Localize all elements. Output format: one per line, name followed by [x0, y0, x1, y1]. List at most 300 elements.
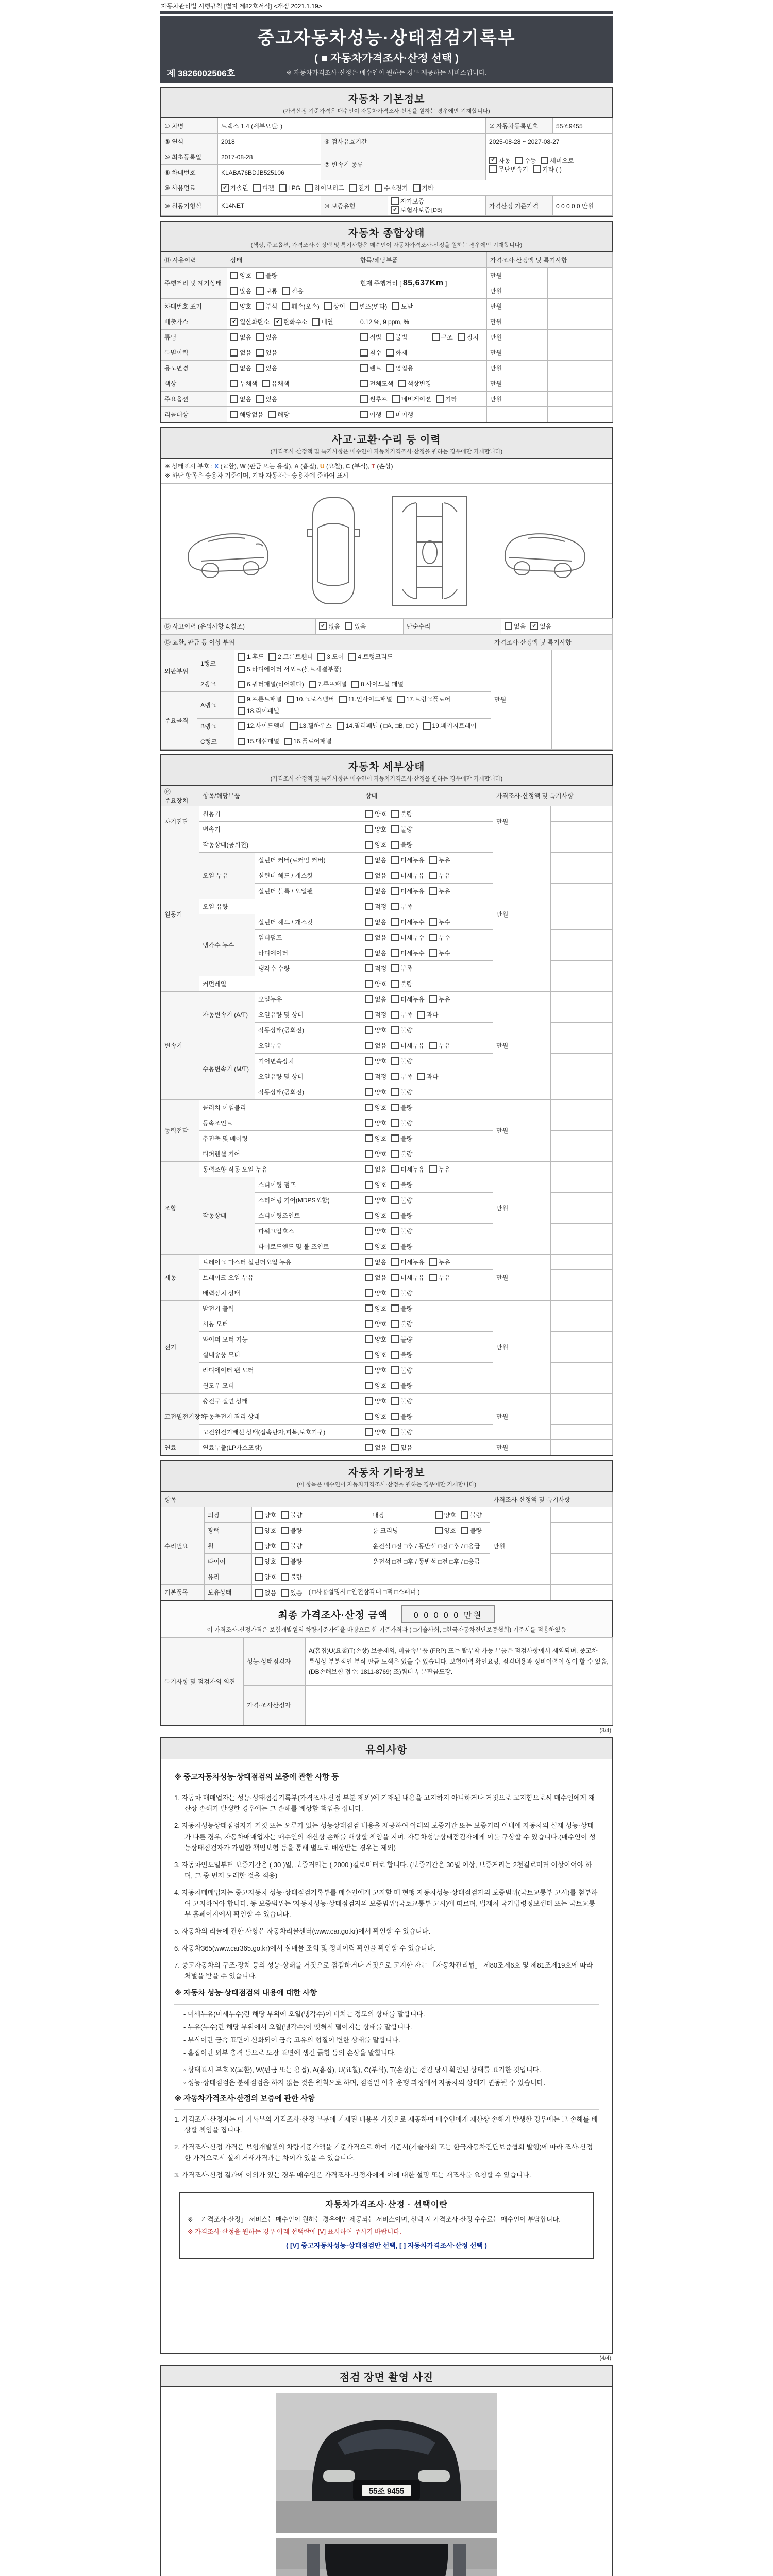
checkbox-전기[interactable] — [349, 183, 370, 192]
checkbox-box[interactable] — [391, 1026, 399, 1034]
checkbox-box[interactable] — [417, 1011, 425, 1019]
checkbox-불량[interactable] — [391, 1397, 412, 1405]
checkbox-box[interactable] — [391, 980, 399, 988]
checkbox-box[interactable] — [230, 395, 238, 403]
checkbox-없음[interactable] — [230, 348, 251, 357]
checkbox-10.크로스멤버[interactable] — [287, 693, 334, 705]
checkbox-없음[interactable] — [505, 622, 526, 631]
checkbox-불량[interactable] — [391, 1180, 412, 1189]
checkbox-누유[interactable] — [429, 995, 450, 1004]
checkbox-box[interactable] — [365, 1335, 373, 1343]
checkbox-box[interactable] — [238, 696, 245, 703]
checkbox-미세누유[interactable] — [391, 1273, 424, 1282]
checkbox-미세누수[interactable] — [391, 933, 424, 942]
checkbox-box[interactable]: ✔ — [391, 206, 399, 214]
checkbox-양호[interactable] — [255, 1526, 276, 1535]
checkbox-양호[interactable] — [365, 1180, 386, 1189]
checkbox-box[interactable] — [417, 1073, 425, 1080]
checkbox-불량[interactable] — [391, 1196, 412, 1205]
checkbox-box[interactable] — [365, 825, 373, 833]
checkbox-box[interactable] — [268, 653, 276, 661]
checkbox-무채색[interactable] — [230, 379, 258, 388]
checkbox-box[interactable] — [279, 184, 287, 192]
checkbox-양호[interactable] — [365, 1057, 386, 1065]
checkbox-있음[interactable] — [391, 1443, 412, 1452]
checkbox-box[interactable] — [365, 1428, 373, 1436]
checkbox-box[interactable] — [391, 1243, 399, 1250]
checkbox-불량[interactable] — [281, 1557, 302, 1566]
checkbox-9.프론트패널[interactable] — [238, 693, 282, 705]
checkbox-미세누유[interactable] — [391, 887, 424, 895]
checkbox-box[interactable] — [391, 1181, 399, 1189]
checkbox-box[interactable] — [391, 887, 399, 895]
checkbox-box[interactable] — [230, 302, 238, 310]
checkbox-없음[interactable] — [230, 395, 251, 403]
checkbox-box[interactable] — [432, 333, 440, 341]
checkbox-box[interactable] — [365, 934, 373, 941]
checkbox-box[interactable] — [429, 1258, 437, 1266]
checkbox-양호[interactable] — [255, 1541, 276, 1550]
checkbox-양호[interactable] — [365, 979, 386, 988]
checkbox-box[interactable] — [238, 653, 245, 661]
checkbox-box[interactable] — [365, 1119, 373, 1127]
checkbox-5.라디에이터 서포트(볼트체결부품)[interactable] — [238, 664, 342, 675]
checkbox-box[interactable] — [391, 1320, 399, 1328]
checkbox-있음[interactable] — [256, 364, 277, 372]
checkbox-box[interactable] — [391, 1335, 399, 1343]
checkbox-box[interactable] — [391, 934, 399, 941]
checkbox-box[interactable] — [365, 1134, 373, 1142]
checkbox-없음[interactable] — [365, 887, 386, 895]
checkbox-box[interactable] — [365, 1397, 373, 1405]
checkbox-box[interactable] — [391, 1304, 399, 1312]
checkbox-box[interactable] — [423, 722, 431, 730]
checkbox-box[interactable] — [238, 666, 245, 673]
checkbox-box[interactable] — [435, 1527, 443, 1534]
checkbox-과다[interactable] — [417, 1010, 438, 1019]
checkbox-box[interactable] — [391, 918, 399, 926]
checkbox-box[interactable] — [360, 395, 368, 403]
checkbox-변조(변타)[interactable] — [350, 302, 387, 311]
checkbox-양호[interactable] — [435, 1526, 456, 1535]
checkbox-적정[interactable] — [365, 964, 386, 973]
checkbox-양호[interactable] — [365, 1227, 386, 1235]
checkbox-box[interactable] — [360, 333, 368, 341]
checkbox-box[interactable] — [461, 1511, 468, 1519]
checkbox-box[interactable] — [230, 411, 238, 418]
checkbox-없음[interactable] — [365, 856, 386, 865]
checkbox-양호[interactable] — [365, 1088, 386, 1096]
checkbox-box[interactable] — [391, 1011, 399, 1019]
checkbox-box[interactable] — [349, 184, 357, 192]
checkbox-box[interactable] — [365, 1057, 373, 1065]
checkbox-훼손(오손)[interactable] — [282, 302, 319, 311]
checkbox-box[interactable] — [541, 157, 548, 164]
checkbox-box[interactable] — [365, 1150, 373, 1158]
checkbox-색상변경[interactable] — [398, 379, 431, 388]
checkbox-없음[interactable] — [365, 1258, 386, 1266]
checkbox-box[interactable] — [360, 364, 368, 372]
select-box-choice[interactable]: ( [V] 중고자동차성능·상태점검만 선택, [ ] 자동차가격조사·산정 선택 ) — [286, 2241, 487, 2249]
checkbox-11.인사이드패널[interactable] — [339, 693, 392, 705]
checkbox-17.트렁크플로어[interactable] — [397, 693, 450, 705]
checkbox-box[interactable] — [238, 738, 245, 745]
checkbox-불량[interactable] — [391, 1227, 412, 1235]
checkbox-15.대쉬패널[interactable] — [238, 736, 279, 748]
checkbox-box[interactable] — [256, 364, 264, 372]
checkbox-box[interactable] — [375, 184, 382, 192]
checkbox-7.루프패널[interactable] — [309, 679, 347, 690]
checkbox-box[interactable] — [365, 1088, 373, 1096]
checkbox-box[interactable] — [515, 157, 523, 164]
checkbox-box[interactable] — [391, 964, 399, 972]
checkbox-box[interactable] — [365, 918, 373, 926]
checkbox-썬루프[interactable] — [360, 395, 388, 403]
checkbox-없음[interactable] — [365, 948, 386, 957]
checkbox-탄화수소[interactable] — [274, 317, 307, 326]
checkbox-box[interactable] — [391, 1150, 399, 1158]
checkbox-box[interactable] — [386, 364, 394, 372]
checkbox-box[interactable] — [337, 722, 344, 730]
checkbox-box[interactable] — [365, 1289, 373, 1297]
checkbox-box[interactable] — [281, 1527, 289, 1534]
checkbox-box[interactable] — [391, 1073, 399, 1080]
checkbox-box[interactable] — [305, 184, 313, 192]
checkbox-없음[interactable] — [365, 995, 386, 1004]
checkbox-양호[interactable] — [365, 1350, 386, 1359]
checkbox-불량[interactable] — [391, 1134, 412, 1143]
checkbox-box[interactable]: ✔ — [319, 622, 327, 630]
checkbox-무단변속기[interactable] — [489, 165, 528, 174]
checkbox-있음[interactable] — [256, 348, 277, 357]
checkbox-누유[interactable] — [429, 1041, 450, 1050]
checkbox-box[interactable] — [230, 272, 238, 279]
checkbox-양호[interactable] — [365, 1412, 386, 1421]
checkbox-불량[interactable] — [391, 1381, 412, 1390]
checkbox-없음[interactable] — [365, 1443, 386, 1452]
checkbox-누유[interactable] — [429, 856, 450, 865]
checkbox-box[interactable] — [391, 949, 399, 957]
checkbox-box[interactable] — [365, 1304, 373, 1312]
checkbox-box[interactable] — [391, 1397, 399, 1405]
checkbox-2.프론트휀더[interactable] — [268, 651, 313, 663]
checkbox-없음[interactable] — [365, 1165, 386, 1174]
checkbox-부족[interactable] — [391, 1010, 412, 1019]
checkbox-box[interactable] — [391, 1042, 399, 1049]
checkbox-양호[interactable] — [365, 840, 386, 849]
checkbox-보통[interactable] — [256, 286, 277, 295]
checkbox-box[interactable] — [365, 1243, 373, 1250]
checkbox-없음[interactable] — [365, 918, 386, 926]
checkbox-양호[interactable] — [365, 1118, 386, 1127]
checkbox-box[interactable] — [391, 1134, 399, 1142]
checkbox-장치[interactable] — [458, 333, 479, 342]
checkbox-box[interactable] — [391, 1119, 399, 1127]
checkbox-누유[interactable] — [429, 1165, 450, 1174]
checkbox-box[interactable] — [458, 333, 465, 341]
checkbox-box[interactable] — [360, 349, 368, 357]
checkbox-있음[interactable] — [281, 1588, 302, 1597]
checkbox-없음[interactable] — [365, 1273, 386, 1282]
checkbox-불량[interactable] — [391, 1319, 412, 1328]
checkbox-유채색[interactable] — [262, 379, 290, 388]
checkbox-과다[interactable] — [417, 1072, 438, 1081]
checkbox-양호[interactable] — [365, 809, 386, 818]
checkbox-양호[interactable] — [365, 1134, 386, 1143]
checkbox-box[interactable] — [429, 887, 437, 895]
checkbox-box[interactable] — [391, 1088, 399, 1096]
checkbox-하이브리드[interactable] — [305, 183, 344, 192]
checkbox-box[interactable] — [391, 1413, 399, 1420]
checkbox-box[interactable] — [391, 1057, 399, 1065]
checkbox-불량[interactable] — [461, 1526, 482, 1535]
checkbox-누유[interactable] — [429, 871, 450, 880]
checkbox-불량[interactable] — [391, 1026, 412, 1035]
checkbox-box[interactable] — [256, 287, 264, 295]
checkbox-12.사이드멤버[interactable] — [238, 720, 285, 732]
checkbox-세미오토[interactable] — [541, 156, 574, 165]
checkbox-없음[interactable] — [230, 364, 251, 372]
checkbox-6.쿼터패널(리어휀다)[interactable] — [238, 679, 304, 690]
checkbox-부족[interactable] — [391, 1072, 412, 1081]
checkbox-box[interactable] — [348, 653, 356, 661]
checkbox-많음[interactable] — [230, 286, 251, 295]
checkbox-수소전기[interactable] — [375, 183, 408, 192]
checkbox-누수[interactable] — [429, 918, 450, 926]
checkbox-16.플로어패널[interactable] — [284, 736, 332, 748]
checkbox-불량[interactable] — [391, 1428, 412, 1436]
checkbox-양호[interactable] — [365, 1381, 386, 1390]
checkbox-box[interactable] — [365, 949, 373, 957]
checkbox-4.트렁크리드[interactable] — [348, 651, 393, 663]
checkbox-없음[interactable] — [365, 1041, 386, 1050]
checkbox-부족[interactable] — [391, 964, 412, 973]
checkbox-양호[interactable] — [365, 1196, 386, 1205]
checkbox-box[interactable] — [391, 1289, 399, 1297]
checkbox-box[interactable] — [365, 1444, 373, 1451]
checkbox-box[interactable] — [365, 1382, 373, 1389]
checkbox-box[interactable] — [365, 903, 373, 910]
checkbox-렌트[interactable] — [360, 364, 381, 372]
checkbox-기타 ( )[interactable] — [533, 165, 562, 174]
checkbox-불량[interactable] — [391, 979, 412, 988]
checkbox-box[interactable] — [365, 1165, 373, 1173]
checkbox-불량[interactable] — [391, 1242, 412, 1251]
checkbox-box[interactable] — [391, 1196, 399, 1204]
checkbox-box[interactable] — [391, 841, 399, 849]
checkbox-양호[interactable] — [255, 1572, 276, 1581]
checkbox-box[interactable] — [255, 1573, 263, 1581]
checkbox-box[interactable] — [391, 1444, 399, 1451]
checkbox-있음[interactable] — [256, 395, 277, 403]
checkbox-없음[interactable] — [230, 333, 251, 342]
checkbox-미세누유[interactable] — [391, 1041, 424, 1050]
checkbox-box[interactable] — [391, 1382, 399, 1389]
checkbox-box[interactable] — [391, 1366, 399, 1374]
checkbox-양호[interactable] — [255, 1511, 276, 1519]
checkbox-box[interactable] — [365, 887, 373, 895]
checkbox-불량[interactable] — [391, 1335, 412, 1344]
checkbox-불량[interactable] — [391, 1289, 412, 1297]
checkbox-box[interactable]: ✔ — [489, 157, 497, 164]
checkbox-box[interactable] — [391, 1165, 399, 1173]
checkbox-LPG[interactable] — [279, 184, 300, 192]
checkbox-box[interactable] — [391, 1351, 399, 1359]
checkbox-box[interactable]: ✔ — [221, 184, 229, 192]
checkbox-box[interactable] — [255, 1527, 263, 1534]
checkbox-box[interactable] — [365, 856, 373, 864]
checkbox-box[interactable] — [436, 395, 444, 403]
checkbox-box[interactable] — [429, 872, 437, 879]
checkbox-침수[interactable] — [360, 348, 381, 357]
checkbox-box[interactable] — [386, 411, 394, 418]
checkbox-box[interactable] — [386, 349, 394, 357]
checkbox-box[interactable] — [533, 165, 541, 173]
checkbox-box[interactable] — [429, 1042, 437, 1049]
checkbox-box[interactable] — [365, 1196, 373, 1204]
checkbox-box[interactable] — [238, 681, 245, 688]
checkbox-미세누유[interactable] — [391, 871, 424, 880]
checkbox-보험사보증[interactable] — [391, 206, 442, 214]
checkbox-있음[interactable] — [256, 333, 277, 342]
checkbox-box[interactable] — [345, 622, 352, 630]
checkbox-box[interactable] — [287, 696, 294, 703]
checkbox-box[interactable] — [391, 1258, 399, 1266]
checkbox-양호[interactable] — [365, 1242, 386, 1251]
checkbox-box[interactable] — [255, 1511, 263, 1519]
checkbox-box[interactable] — [391, 1428, 399, 1436]
checkbox-불법[interactable] — [386, 333, 407, 342]
checkbox-적정[interactable] — [365, 1010, 386, 1019]
checkbox-box[interactable] — [397, 696, 405, 703]
checkbox-box[interactable]: ✔ — [530, 622, 538, 630]
checkbox-있음[interactable] — [530, 622, 551, 631]
checkbox-box[interactable] — [392, 395, 400, 403]
checkbox-불량[interactable] — [391, 1366, 412, 1375]
checkbox-box[interactable] — [268, 411, 276, 418]
checkbox-부족[interactable] — [391, 902, 412, 911]
checkbox-누수[interactable] — [429, 933, 450, 942]
checkbox-18.리어패널[interactable] — [238, 705, 279, 717]
checkbox-양호[interactable] — [255, 1557, 276, 1566]
checkbox-box[interactable] — [365, 1104, 373, 1111]
checkbox-box[interactable] — [365, 1227, 373, 1235]
checkbox-box[interactable] — [253, 184, 261, 192]
checkbox-box[interactable] — [256, 349, 264, 357]
checkbox-box[interactable] — [489, 165, 497, 173]
checkbox-box[interactable] — [256, 272, 264, 279]
checkbox-불량[interactable] — [391, 1103, 412, 1112]
checkbox-box[interactable] — [281, 1511, 289, 1519]
checkbox-없음[interactable] — [365, 871, 386, 880]
checkbox-불량[interactable] — [256, 271, 277, 280]
checkbox-3.도어[interactable] — [317, 651, 344, 663]
checkbox-수동[interactable] — [515, 156, 536, 165]
checkbox-box[interactable] — [256, 395, 264, 403]
checkbox-13.휠하우스[interactable] — [290, 720, 332, 732]
checkbox-box[interactable] — [435, 1511, 443, 1519]
checkbox-상이[interactable] — [324, 302, 345, 311]
checkbox-19.패키지트레이[interactable] — [423, 720, 477, 732]
checkbox-양호[interactable] — [365, 1026, 386, 1035]
checkbox-box[interactable] — [429, 1274, 437, 1281]
checkbox-box[interactable] — [365, 1366, 373, 1374]
checkbox-누유[interactable] — [429, 1273, 450, 1282]
checkbox-box[interactable] — [391, 1227, 399, 1235]
checkbox-box[interactable] — [391, 1104, 399, 1111]
checkbox-box[interactable] — [391, 903, 399, 910]
checkbox-불량[interactable] — [391, 840, 412, 849]
checkbox-box[interactable] — [365, 980, 373, 988]
checkbox-box[interactable] — [339, 696, 347, 703]
checkbox-미이행[interactable] — [386, 410, 413, 419]
checkbox-box[interactable] — [365, 1413, 373, 1420]
checkbox-box[interactable] — [391, 856, 399, 864]
checkbox-불량[interactable] — [281, 1572, 302, 1581]
checkbox-box[interactable]: ✔ — [274, 318, 282, 326]
checkbox-box[interactable] — [365, 1073, 373, 1080]
checkbox-box[interactable] — [309, 681, 316, 688]
checkbox-box[interactable] — [365, 1258, 373, 1266]
checkbox-양호[interactable] — [365, 825, 386, 834]
checkbox-box[interactable] — [230, 380, 238, 387]
checkbox-box[interactable] — [256, 302, 264, 310]
checkbox-box[interactable] — [230, 333, 238, 341]
checkbox-box[interactable] — [391, 810, 399, 818]
checkbox-box[interactable] — [365, 1026, 373, 1034]
checkbox-box[interactable] — [429, 856, 437, 864]
checkbox-불량[interactable] — [391, 1211, 412, 1220]
checkbox-box[interactable] — [391, 872, 399, 879]
checkbox-box[interactable] — [398, 380, 406, 387]
checkbox-미세누유[interactable] — [391, 1258, 424, 1266]
checkbox-양호[interactable] — [365, 1149, 386, 1158]
checkbox-없음[interactable] — [365, 933, 386, 942]
checkbox-box[interactable] — [256, 333, 264, 341]
checkbox-box[interactable] — [365, 995, 373, 1003]
checkbox-양호[interactable] — [365, 1289, 386, 1297]
checkbox-네비게이션[interactable] — [392, 395, 431, 403]
checkbox-box[interactable] — [413, 184, 421, 192]
checkbox-불량[interactable] — [391, 1412, 412, 1421]
checkbox-미세누유[interactable] — [391, 1165, 424, 1174]
checkbox-누수[interactable] — [429, 948, 450, 957]
checkbox-영업용[interactable] — [386, 364, 413, 372]
checkbox-1.후드[interactable] — [238, 651, 264, 663]
checkbox-디젤[interactable] — [253, 183, 274, 192]
checkbox-box[interactable]: ✔ — [230, 318, 238, 326]
checkbox-불량[interactable] — [391, 809, 412, 818]
checkbox-box[interactable] — [360, 411, 368, 418]
checkbox-box[interactable] — [365, 810, 373, 818]
checkbox-box[interactable] — [429, 918, 437, 926]
checkbox-8.사이드실 패널[interactable] — [351, 679, 404, 690]
checkbox-적법[interactable] — [360, 333, 381, 342]
checkbox-box[interactable] — [365, 964, 373, 972]
checkbox-box[interactable] — [365, 1320, 373, 1328]
checkbox-양호[interactable] — [365, 1335, 386, 1344]
checkbox-전체도색[interactable] — [360, 379, 393, 388]
checkbox-box[interactable] — [351, 681, 359, 688]
checkbox-기타[interactable] — [413, 183, 434, 192]
checkbox-없음[interactable] — [319, 622, 340, 631]
checkbox-양호[interactable] — [365, 1428, 386, 1436]
checkbox-일산화탄소[interactable] — [230, 317, 270, 326]
checkbox-box[interactable] — [365, 1351, 373, 1359]
checkbox-없음[interactable] — [255, 1588, 276, 1597]
checkbox-해당[interactable] — [268, 410, 289, 419]
checkbox-적정[interactable] — [365, 902, 386, 911]
